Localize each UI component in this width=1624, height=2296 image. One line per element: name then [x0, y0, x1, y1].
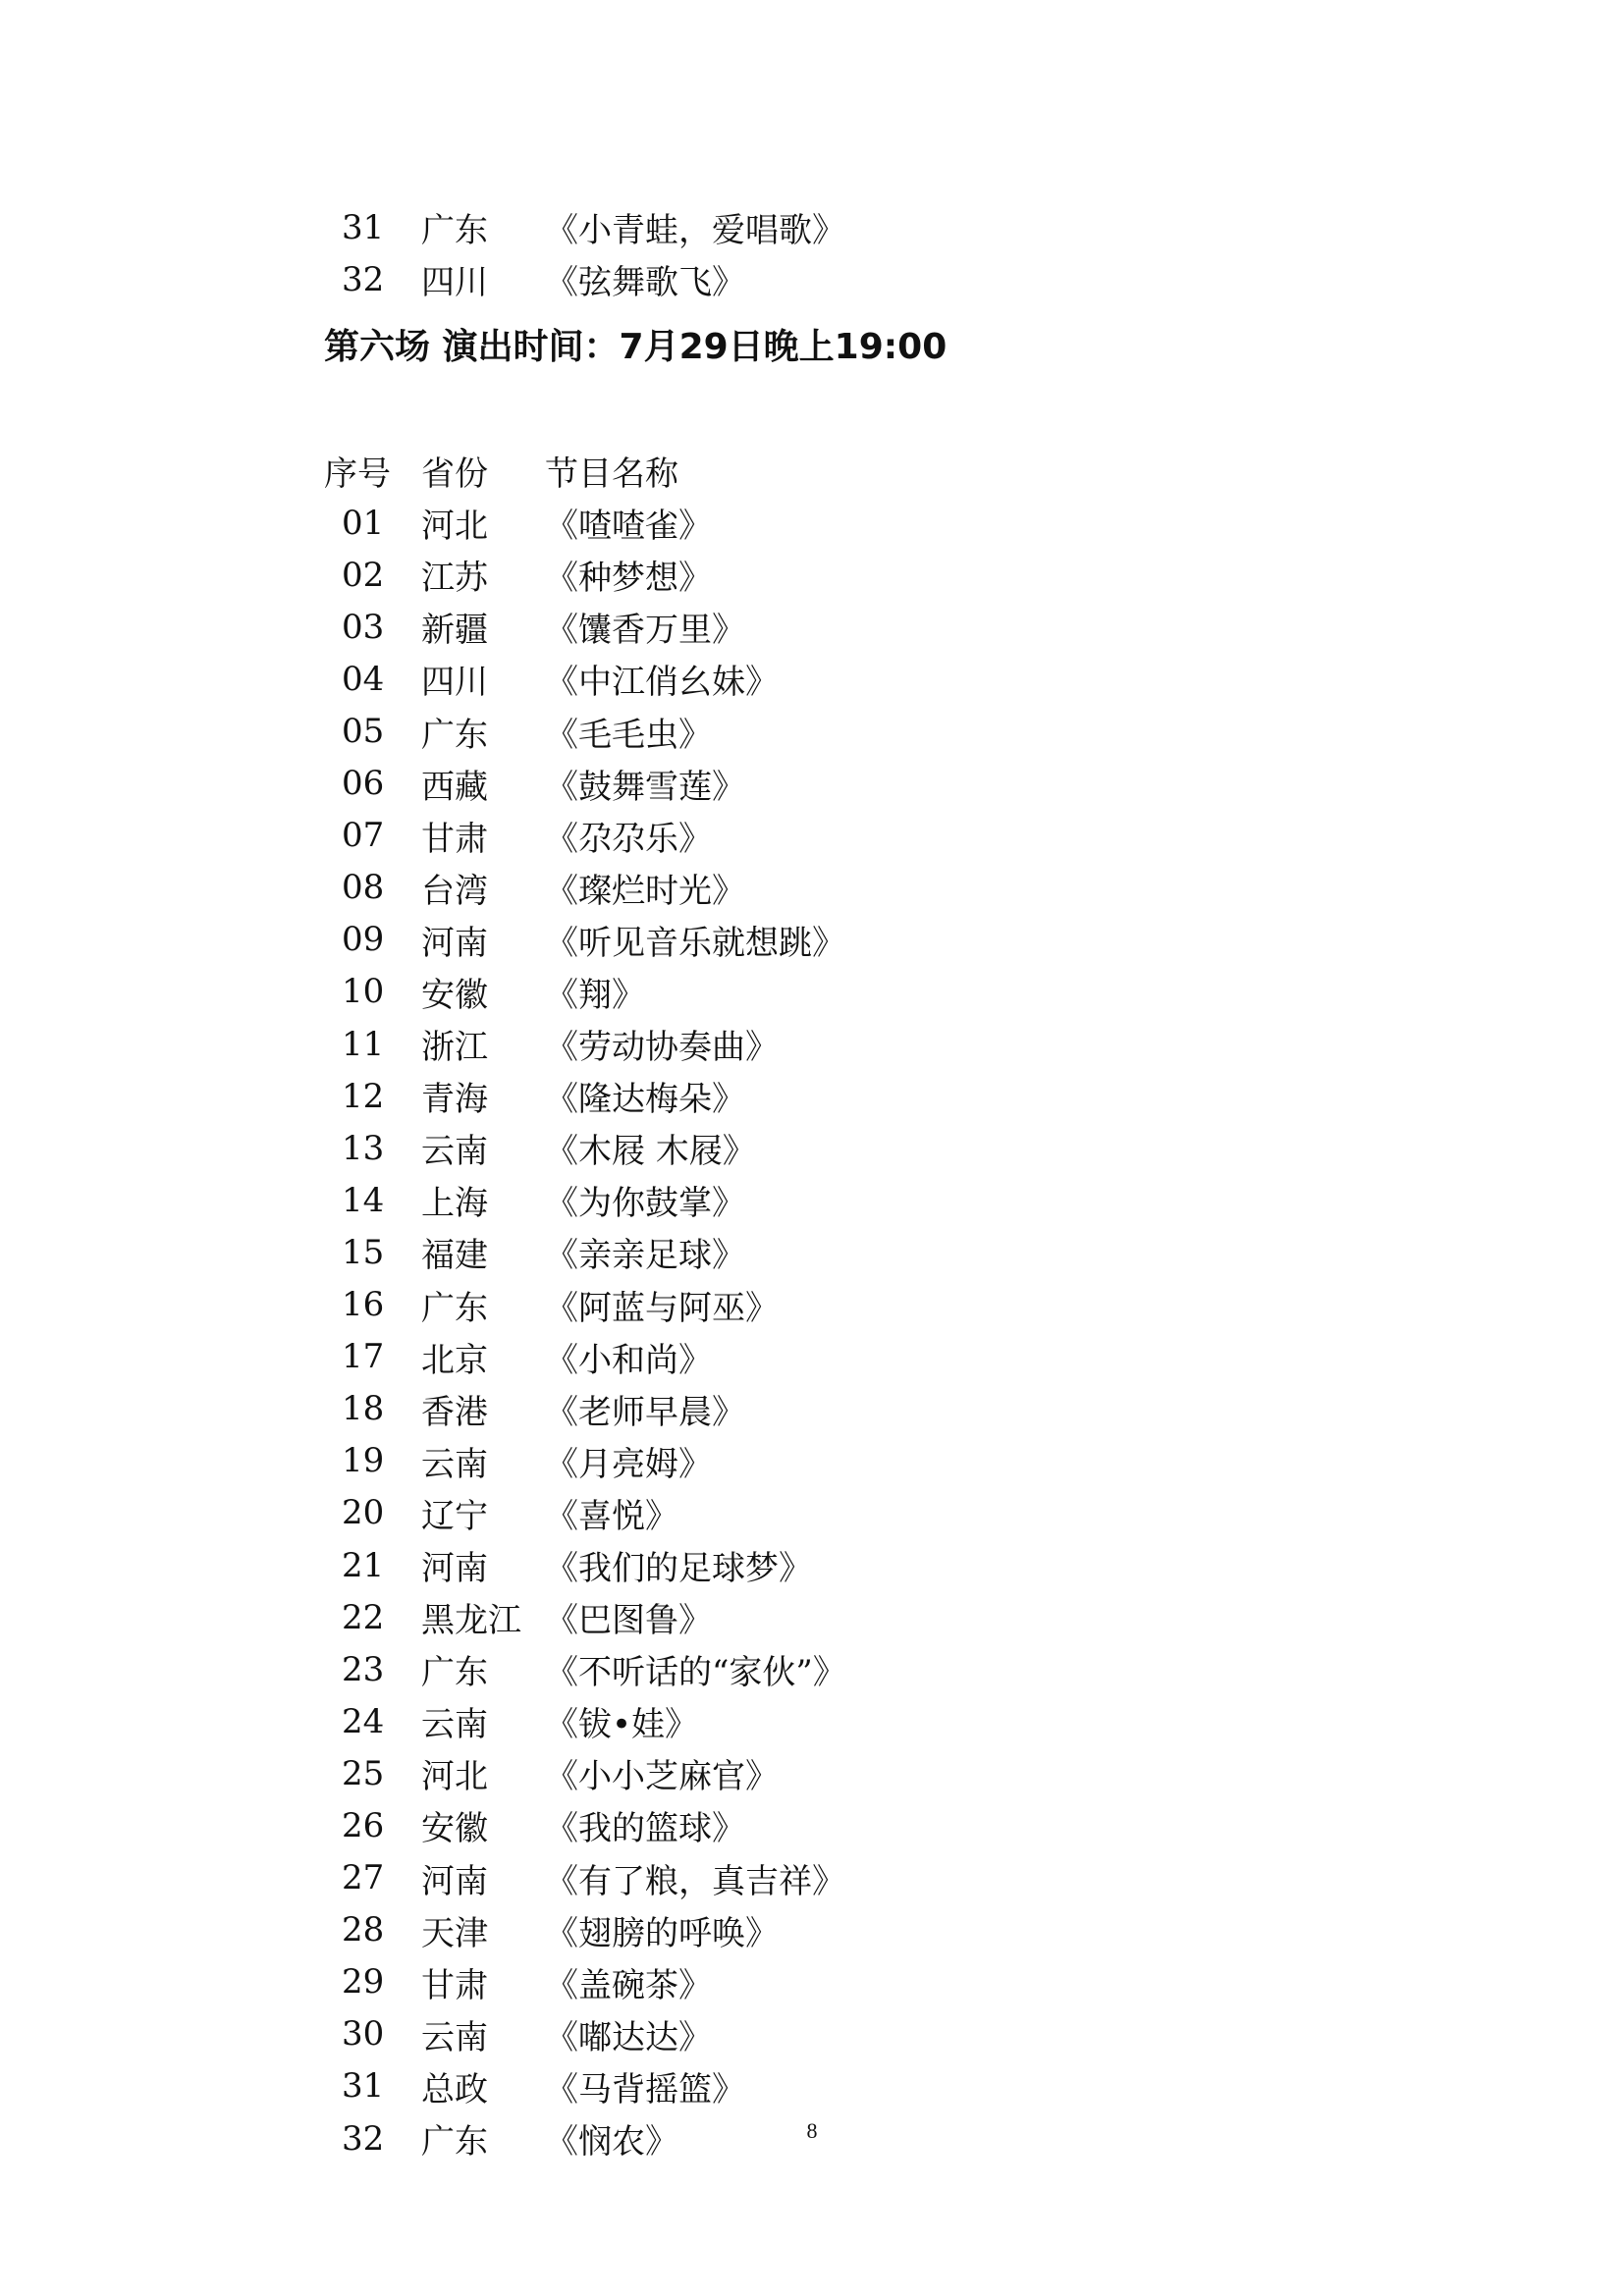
program-title: 《我们的足球梦》: [545, 1549, 812, 1589]
program-number: 15: [342, 1232, 385, 1272]
program-number: 12: [342, 1076, 385, 1116]
program-province: 云南: [421, 1444, 488, 1484]
program-province: 新疆: [421, 611, 488, 651]
program-number: 29: [342, 1962, 385, 2002]
table-row: [324, 1591, 1306, 1643]
program-title: 《小和尚》: [545, 1340, 712, 1380]
program-title: 《巴图鲁》: [545, 1601, 712, 1641]
program-number: 28: [342, 1910, 385, 1950]
program-number: 16: [342, 1285, 385, 1325]
program-number: 31: [342, 2066, 385, 2107]
program-number: 24: [342, 1701, 385, 1741]
program-title: 《弦舞歌飞》: [545, 263, 745, 303]
table-row: [324, 1852, 1306, 1904]
table-row: [324, 862, 1306, 914]
program-title: 《不听话的“家伙”》: [545, 1653, 846, 1693]
program-title: 《隆达梅朵》: [545, 1080, 745, 1120]
table-row: [324, 1956, 1306, 2008]
program-number: 19: [342, 1441, 385, 1481]
program-number: 25: [342, 1753, 385, 1793]
program-province: 四川: [421, 663, 488, 703]
program-title: 《小青蛙，爱唱歌》: [545, 211, 845, 251]
program-number: 27: [342, 1858, 385, 1898]
program-province: 河北: [421, 1757, 488, 1797]
program-province: 北京: [421, 1340, 488, 1380]
program-title: 《木屐 木屐》: [545, 1132, 756, 1172]
program-number: 08: [342, 868, 385, 908]
table-row: [324, 1331, 1306, 1383]
program-number: 11: [342, 1024, 385, 1064]
table-row: [324, 1695, 1306, 1747]
table-row: [324, 653, 1306, 705]
table-row: [324, 1747, 1306, 1799]
table-row: [324, 1122, 1306, 1174]
table-row: [324, 1226, 1306, 1278]
program-number: 31: [342, 207, 385, 247]
header-province: 省份: [421, 454, 488, 495]
section-heading: 第六场 演出时间：7月29日晚上19:00: [324, 327, 947, 367]
program-province: 青海: [421, 1080, 488, 1120]
continued-program-list: [324, 201, 1306, 305]
table-row: [324, 810, 1306, 862]
table-row: [324, 2060, 1306, 2112]
program-province: 广东: [421, 211, 488, 251]
program-province: 黑龙江: [421, 1601, 521, 1641]
program-title: 《种梦想》: [545, 559, 712, 599]
program-province: 广东: [421, 1653, 488, 1693]
program-province: 台湾: [421, 871, 488, 911]
program-number: 06: [342, 764, 385, 804]
program-province: 云南: [421, 1132, 488, 1172]
table-header-row: [324, 445, 1306, 497]
table-row: [324, 1487, 1306, 1539]
program-title: 《中江俏幺妹》: [545, 663, 779, 703]
program-province: 河南: [421, 923, 488, 963]
program-number: 26: [342, 1805, 385, 1845]
table-row: [324, 1904, 1306, 1956]
program-province: 香港: [421, 1392, 488, 1432]
page-number: 8: [806, 2118, 818, 2143]
program-title: 《小小芝麻官》: [545, 1757, 779, 1797]
program-title: 《鼓舞雪莲》: [545, 767, 745, 807]
program-province: 云南: [421, 2017, 488, 2057]
program-title: 《嘟达达》: [545, 2017, 712, 2057]
program-title: 《馕香万里》: [545, 611, 745, 651]
program-number: 18: [342, 1389, 385, 1429]
program-number: 09: [342, 920, 385, 960]
program-number: 14: [342, 1180, 385, 1220]
program-province: 江苏: [421, 559, 488, 599]
program-province: 辽宁: [421, 1496, 488, 1536]
table-row: [324, 705, 1306, 757]
program-number: 13: [342, 1128, 385, 1168]
program-title: 《尕尕乐》: [545, 819, 712, 859]
program-title: 《月亮姆》: [545, 1444, 712, 1484]
program-province: 河北: [421, 507, 488, 547]
program-number: 32: [342, 2118, 385, 2159]
program-title: 《劳动协奏曲》: [545, 1028, 779, 1068]
program-province: 上海: [421, 1184, 488, 1224]
table-row: [324, 1539, 1306, 1591]
table-row: [324, 253, 1306, 305]
program-title: 《亲亲足球》: [545, 1236, 745, 1276]
program-number: 17: [342, 1337, 385, 1377]
program-province: 总政: [421, 2069, 488, 2109]
table-row: [324, 201, 1306, 253]
program-province: 河南: [421, 1861, 488, 1901]
program-list: [324, 445, 1306, 2164]
program-province: 安徽: [421, 1809, 488, 1849]
table-row: [324, 1383, 1306, 1435]
program-title: 《钹•娃》: [545, 1705, 699, 1745]
program-number: 30: [342, 2014, 385, 2055]
table-row: [324, 1643, 1306, 1695]
program-title: 《翅膀的呼唤》: [545, 1913, 779, 1953]
program-title: 《喜悦》: [545, 1496, 678, 1536]
program-number: 01: [342, 503, 385, 543]
program-title: 《喳喳雀》: [545, 507, 712, 547]
program-title: 《老师早晨》: [545, 1392, 745, 1432]
program-title: 《璨烂时光》: [545, 871, 745, 911]
program-number: 10: [342, 972, 385, 1012]
program-title: 《阿蓝与阿巫》: [545, 1288, 779, 1328]
program-province: 河南: [421, 1549, 488, 1589]
table-row: [324, 914, 1306, 966]
table-row: [324, 1070, 1306, 1122]
program-province: 广东: [421, 715, 488, 755]
program-title: 《听见音乐就想跳》: [545, 923, 845, 963]
program-title: 《有了粮，真吉祥》: [545, 1861, 845, 1901]
program-province: 四川: [421, 263, 488, 303]
table-row: [324, 2008, 1306, 2060]
table-row: [324, 1174, 1306, 1226]
program-province: 甘肃: [421, 1965, 488, 2005]
table-row: [324, 758, 1306, 810]
program-province: 福建: [421, 1236, 488, 1276]
table-row: [324, 497, 1306, 549]
program-province: 甘肃: [421, 819, 488, 859]
program-province: 天津: [421, 1913, 488, 1953]
program-province: 云南: [421, 1705, 488, 1745]
table-row: [324, 966, 1306, 1018]
program-title: 《毛毛虫》: [545, 715, 712, 755]
program-province: 安徽: [421, 975, 488, 1015]
table-row: [324, 1799, 1306, 1851]
program-number: 32: [342, 259, 385, 299]
program-number: 07: [342, 816, 385, 856]
program-number: 22: [342, 1597, 385, 1637]
table-row: [324, 549, 1306, 601]
program-number: 03: [342, 607, 385, 647]
program-province: 西藏: [421, 767, 488, 807]
program-title: 《翔》: [545, 975, 645, 1015]
program-number: 23: [342, 1649, 385, 1689]
program-title: 《悯农》: [545, 2122, 678, 2163]
program-province: 浙江: [421, 1028, 488, 1068]
program-title: 《我的篮球》: [545, 1809, 745, 1849]
program-title: 《盖碗茶》: [545, 1965, 712, 2005]
program-province: 广东: [421, 2122, 488, 2163]
table-row: [324, 1279, 1306, 1331]
program-title: 《马背摇篮》: [545, 2069, 745, 2109]
program-title: 《为你鼓掌》: [545, 1184, 745, 1224]
header-number: 序号: [324, 454, 391, 495]
header-title: 节目名称: [545, 454, 678, 495]
program-number: 21: [342, 1545, 385, 1585]
program-province: 广东: [421, 1288, 488, 1328]
table-row: [324, 1018, 1306, 1070]
table-row: [324, 1435, 1306, 1487]
program-number: 04: [342, 659, 385, 699]
program-number: 05: [342, 712, 385, 752]
program-number: 20: [342, 1493, 385, 1533]
table-row: [324, 601, 1306, 653]
program-number: 02: [342, 555, 385, 595]
